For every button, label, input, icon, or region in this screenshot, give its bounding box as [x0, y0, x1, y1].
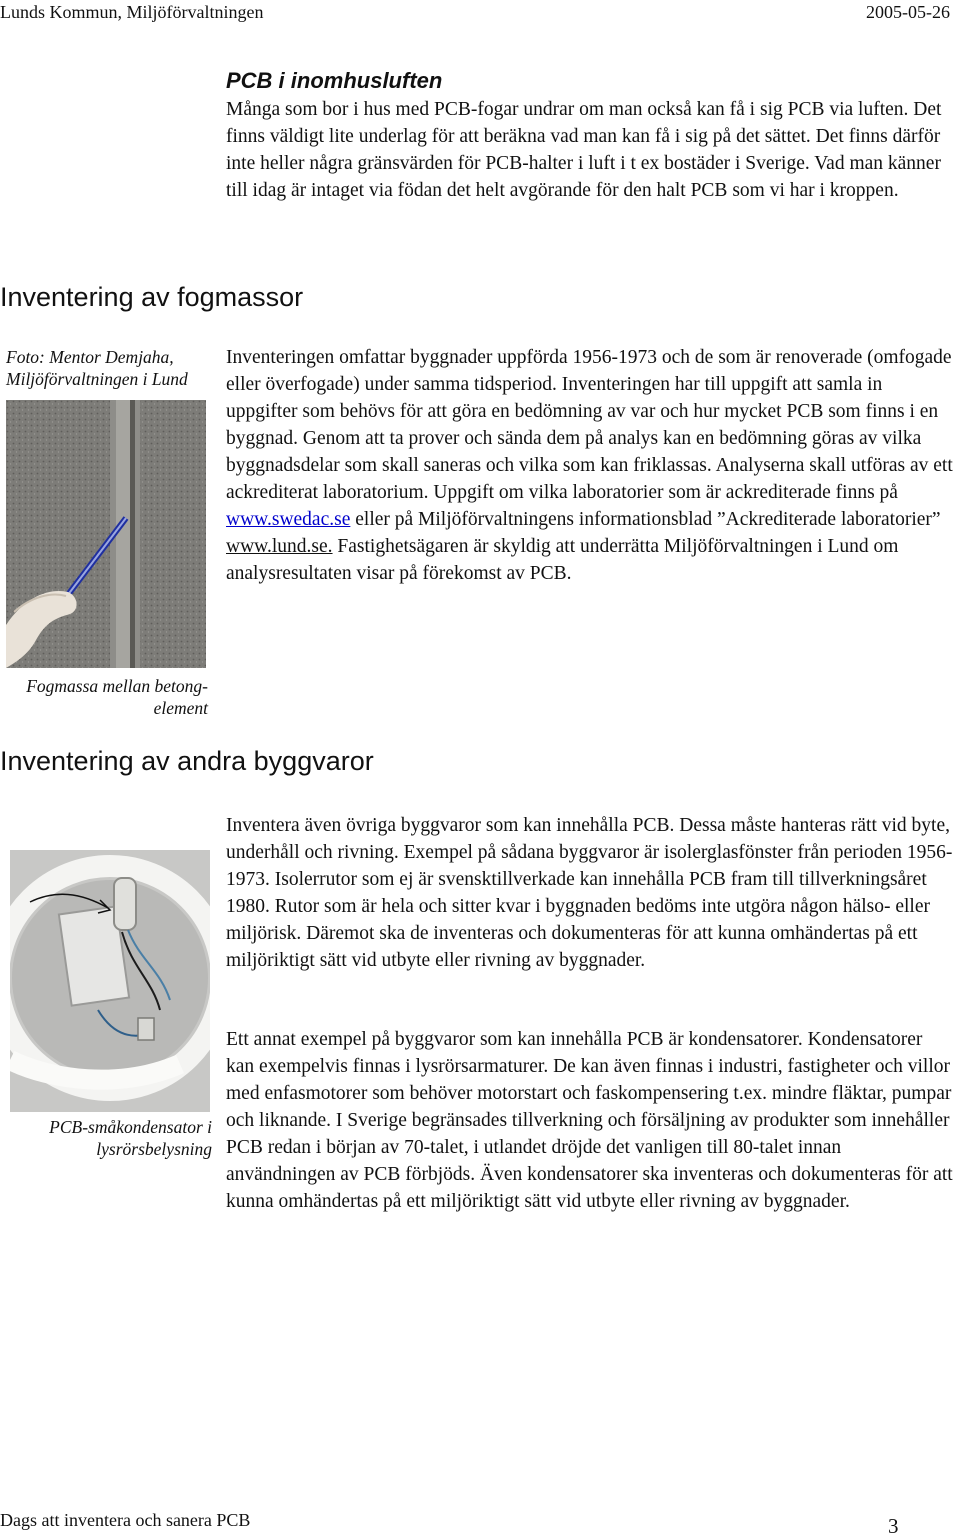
joint-text-c: Fastighetsägaren är skyldig att underrätta Miljöförvaltningen i Lund om analysresultaten visar på förekomst av PCB. [226, 536, 899, 584]
header-left: Lunds Kommun, Miljöförvaltningen [0, 2, 264, 22]
joint-photo [6, 400, 206, 668]
heading-other-materials: Inventering av andra byggvaror [0, 746, 374, 776]
heading-joint-inventory: Inventering av fogmassor [0, 282, 304, 312]
paragraph-capacitors: Ett annat exempel på byggvaror som kan innehålla PCB är kondensatorer. Kondensatorer kan exempelvis finnas i lysrörsarmaturer. De kan även finnas i industri, fastigheter och villor med enfasmotorer som behöver motorstart och faskompensering t.ex. mindre fläktar, pumpar och liknande. I Sverige begränsades tillverkning och försäljning av produkter som innehåller PCB redan i början av 70-talet, i utlandet dröjde det vanligen till 80-talet innan användningen av PCB förbjöds. Även kondensatorer ska inventeras och dokumenteras för att kunna omhändertas på ett miljöriktigt sätt vid utbyte eller rivning av byggnader. [226, 1029, 953, 1212]
header-date: 2005-05-26 [866, 2, 950, 22]
joint-text-b: eller på Miljöförvaltningens informationsblad ”Ackrediterade laboratorier” [350, 509, 941, 530]
capacitor-photo-caption: PCB-småkondensator i lysrörsbelysning [49, 1117, 212, 1159]
photo-credit: Foto: Mentor Demjaha, Miljöförvaltningen i Lund [6, 347, 188, 389]
heading-pcb-indoor-air: PCB i inomhusluften [226, 68, 443, 93]
capacitor-photo [10, 850, 210, 1112]
swedac-link[interactable]: www.swedac.se [226, 509, 351, 530]
paragraph-joint-inventory [226, 344, 954, 587]
page-number: 3 [888, 1514, 899, 1538]
joint-photo-caption: Fogmassa mellan betong-element [26, 676, 208, 718]
paragraph-other-materials: Inventera även övriga byggvaror som kan innehålla PCB. Dessa måste hanteras rätt vid byte, underhåll och rivning. Exempel på sådana byggvaror är isolerglasfönster från perioden 1956-1973. Isolerrutor som ej är svensktillverkade kan innehålla PCB fram till tillverkningsåret 1980. Rutor som är hela och sitter kvar i byggnaden bedöms inte utgöra någon hälso- eller miljörisk. Däremot ska de inventeras och dokumenteras för att kunna omhändertas på ett miljöriktigt sätt vid utbyte eller rivning av byggnader. [226, 815, 953, 971]
capacitor-photo-image [10, 850, 210, 1112]
lund-link[interactable]: www.lund.se. [226, 536, 333, 557]
footer-title: Dags att inventera och sanera PCB [0, 1510, 251, 1530]
joint-text-a: Inventeringen omfattar byggnader uppförda 1956-1973 och de som är renoverade (omfogade eller överfogade) under samma tidsperiod. Inventeringen har till uppgift att samla in uppgifter som behövs för att göra en bedömning av var och hur mycket PCB som finns i en byggnad. Genom att ta prover och sända dem på analys kan en bedömning göras av vilka byggnadsdelar som skall saneras och vilka som kan friklassas. Analyserna skall utföras av ett ackrediterat laboratorium. Uppgift om vilka laboratorier som är ackrediterade finns på [226, 347, 953, 503]
paragraph-indoor-air: Många som bor i hus med PCB-fogar undrar om man också kan få i sig PCB via luften. Det finns väldigt lite underlag för att beräkna vad man kan få i sig på det sättet. Det finns därför inte heller några gränsvärden för PCB-halter i luft i t ex bostäder i Sverige. Vad man känner till idag är intaget via födan det helt avgörande för den halt PCB som vi har i kroppen. [226, 99, 942, 201]
joint-photo-image [6, 400, 206, 668]
